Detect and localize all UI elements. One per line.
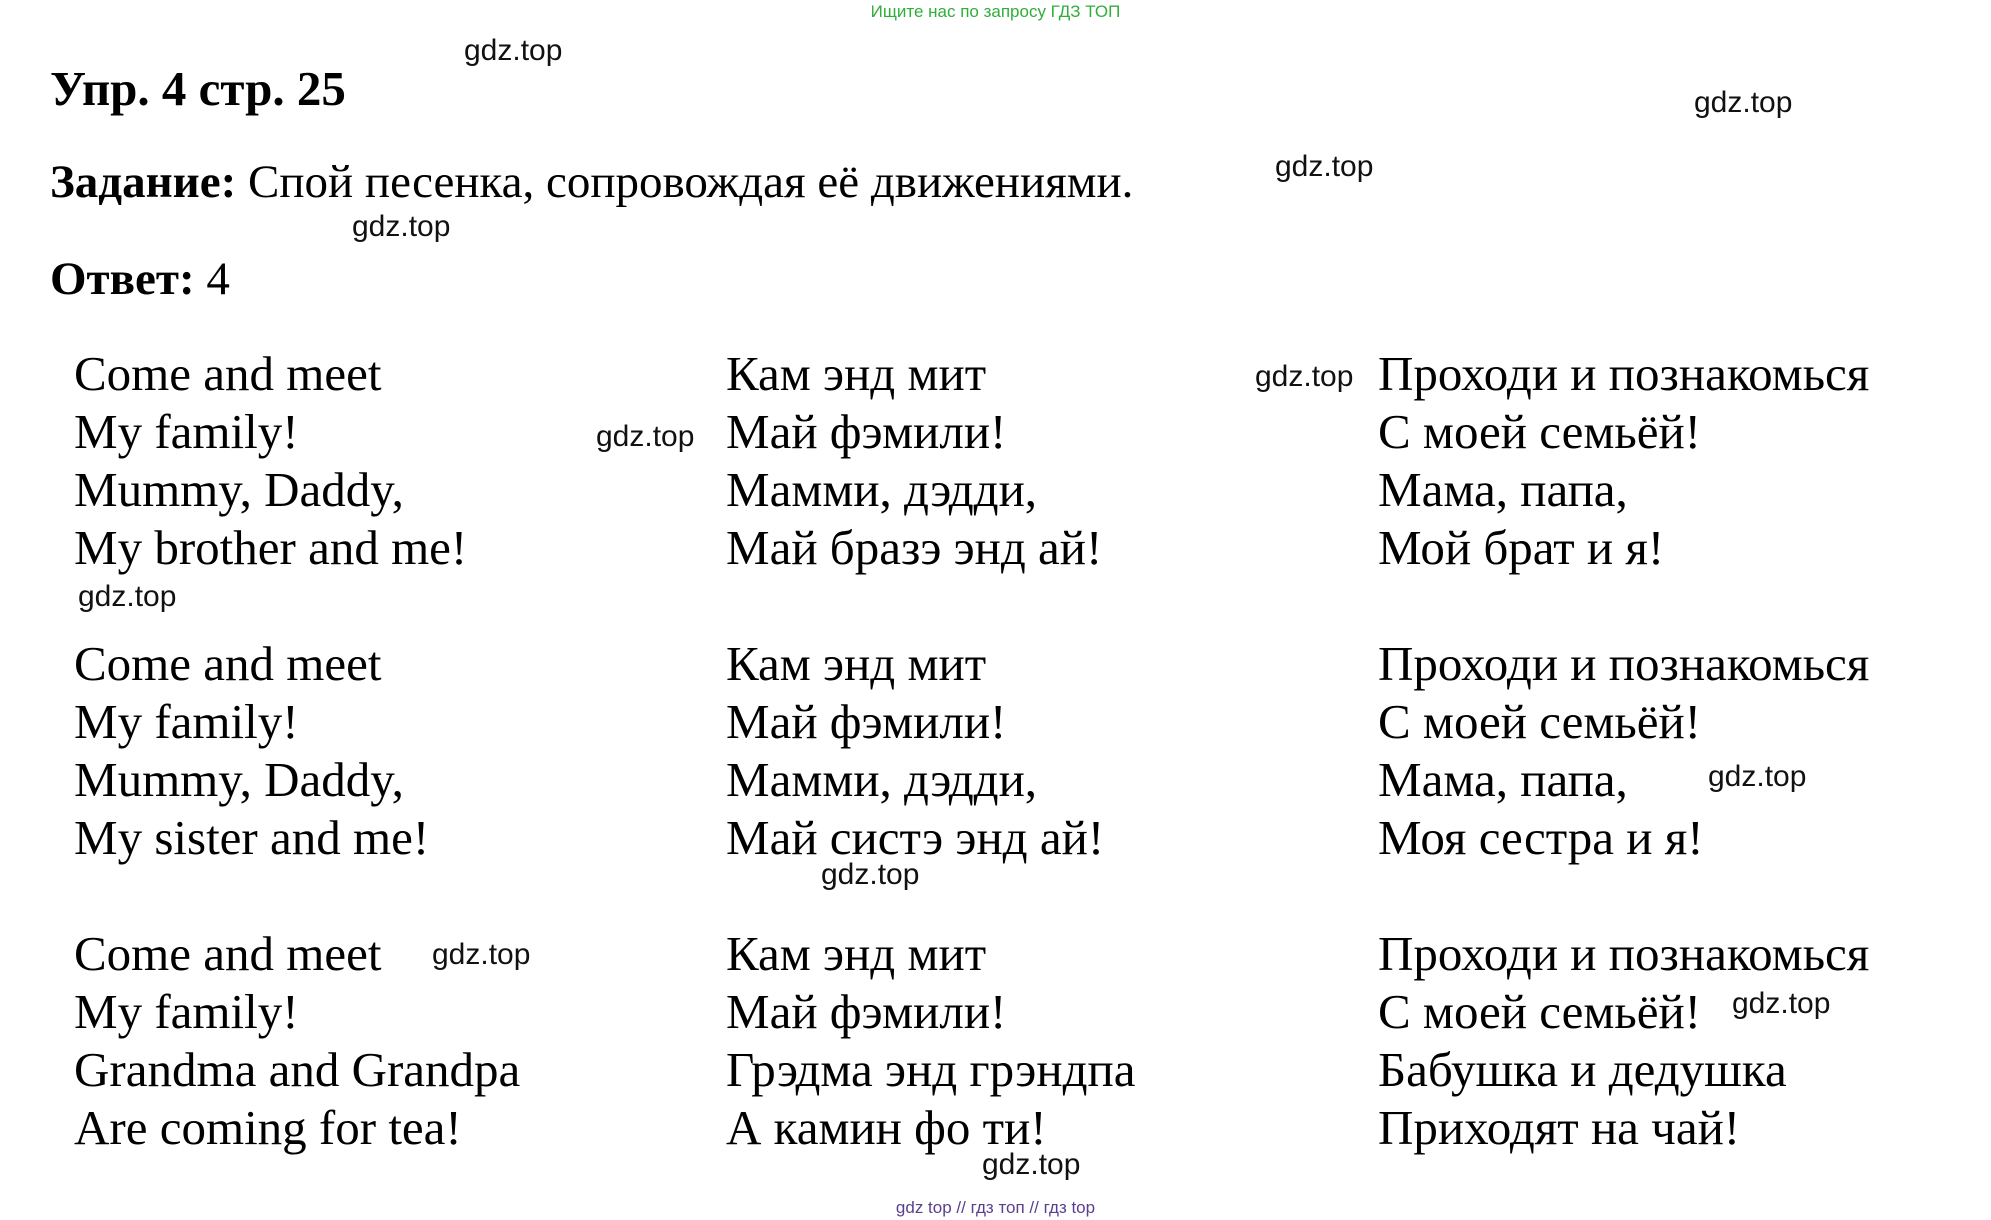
transcription-stanza-1 xyxy=(726,345,1102,577)
transcription-line: А камин фо ти! xyxy=(726,1100,1047,1155)
watermark: gdz.top xyxy=(1708,760,1807,793)
transcription-line: Май бразэ энд ай! xyxy=(726,520,1103,575)
answer-text: 4 xyxy=(194,253,230,305)
transcription-line: Мамми, дэдди, xyxy=(726,752,1038,807)
english-line: Come and meet xyxy=(74,926,382,981)
russian-line: Проходи и познакомься xyxy=(1378,346,1870,401)
transcription-line: Кам энд мит xyxy=(726,926,987,981)
russian-line: Проходи и познакомься xyxy=(1378,926,1870,981)
task-text: Спой песенка, сопровождая её движениями. xyxy=(236,156,1134,208)
russian-line: С моей семьёй! xyxy=(1378,694,1701,749)
transcription-line: Май систэ энд ай! xyxy=(726,810,1105,865)
russian-line: Мой брат и я! xyxy=(1378,520,1665,575)
english-line: Mummy, Daddy, xyxy=(74,752,404,807)
transcription-line: Кам энд мит xyxy=(726,346,987,401)
russian-line: Бабушка и дедушка xyxy=(1378,1042,1787,1097)
russian-stanza-1 xyxy=(1378,345,1869,577)
english-line: Come and meet xyxy=(74,346,382,401)
transcription-line: Май фэмили! xyxy=(726,984,1007,1039)
transcription-stanza-2 xyxy=(726,635,1104,867)
top-banner: Ищите нас по запросу ГДЗ ТОП xyxy=(870,2,1121,21)
english-line: My family! xyxy=(74,404,299,459)
russian-line: Проходи и познакомься xyxy=(1378,636,1870,691)
watermark: gdz.top xyxy=(432,938,531,971)
english-line: Come and meet xyxy=(74,636,382,691)
watermark: gdz.top xyxy=(464,34,563,67)
transcription-line: Май фэмили! xyxy=(726,694,1007,749)
task-label: Задание: xyxy=(50,156,237,208)
english-line: My brother and me! xyxy=(74,520,468,575)
english-stanza-2 xyxy=(74,635,429,867)
watermark: gdz.top xyxy=(1255,360,1354,393)
english-line: Grandma and Grandpa xyxy=(74,1042,521,1097)
russian-line: Моя сестра и я! xyxy=(1378,810,1704,865)
watermark: gdz.top xyxy=(982,1148,1081,1181)
transcription-line: Май фэмили! xyxy=(726,404,1007,459)
watermark: gdz.top xyxy=(352,210,451,243)
russian-line: Мама, папа, xyxy=(1378,462,1628,517)
english-stanza-1 xyxy=(74,345,467,577)
watermark: gdz.top xyxy=(1694,86,1793,119)
russian-line: С моей семьёй! xyxy=(1378,404,1701,459)
transcription-line: Мамми, дэдди, xyxy=(726,462,1038,517)
russian-line: Мама, папа, xyxy=(1378,752,1628,807)
watermark: gdz.top xyxy=(596,420,695,453)
answer-statement xyxy=(50,252,230,306)
watermark: gdz.top xyxy=(78,580,177,613)
answer-label: Ответ: xyxy=(50,253,195,305)
watermark: gdz.top xyxy=(1732,987,1831,1020)
transcription-line: Грэдма энд грэндпа xyxy=(726,1042,1136,1097)
transcription-stanza-3 xyxy=(726,925,1135,1157)
transcription-line: Кам энд мит xyxy=(726,636,987,691)
english-line: Mummy, Daddy, xyxy=(74,462,404,517)
watermark: gdz.top xyxy=(821,858,920,891)
watermark: gdz.top xyxy=(1275,150,1374,183)
footer-watermark: gdz top // гдз топ // гдз top xyxy=(895,1198,1096,1217)
russian-stanza-2 xyxy=(1378,635,1869,867)
english-line: My sister and me! xyxy=(74,810,430,865)
task-statement xyxy=(50,155,1133,209)
russian-line: Приходят на чай! xyxy=(1378,1100,1741,1155)
english-line: My family! xyxy=(74,984,299,1039)
page-title: Упр. 4 стр. 25 xyxy=(50,61,346,116)
russian-stanza-3 xyxy=(1378,925,1869,1157)
russian-line: С моей семьёй! xyxy=(1378,984,1701,1039)
english-line: My family! xyxy=(74,694,299,749)
english-line: Are coming for tea! xyxy=(74,1100,462,1155)
